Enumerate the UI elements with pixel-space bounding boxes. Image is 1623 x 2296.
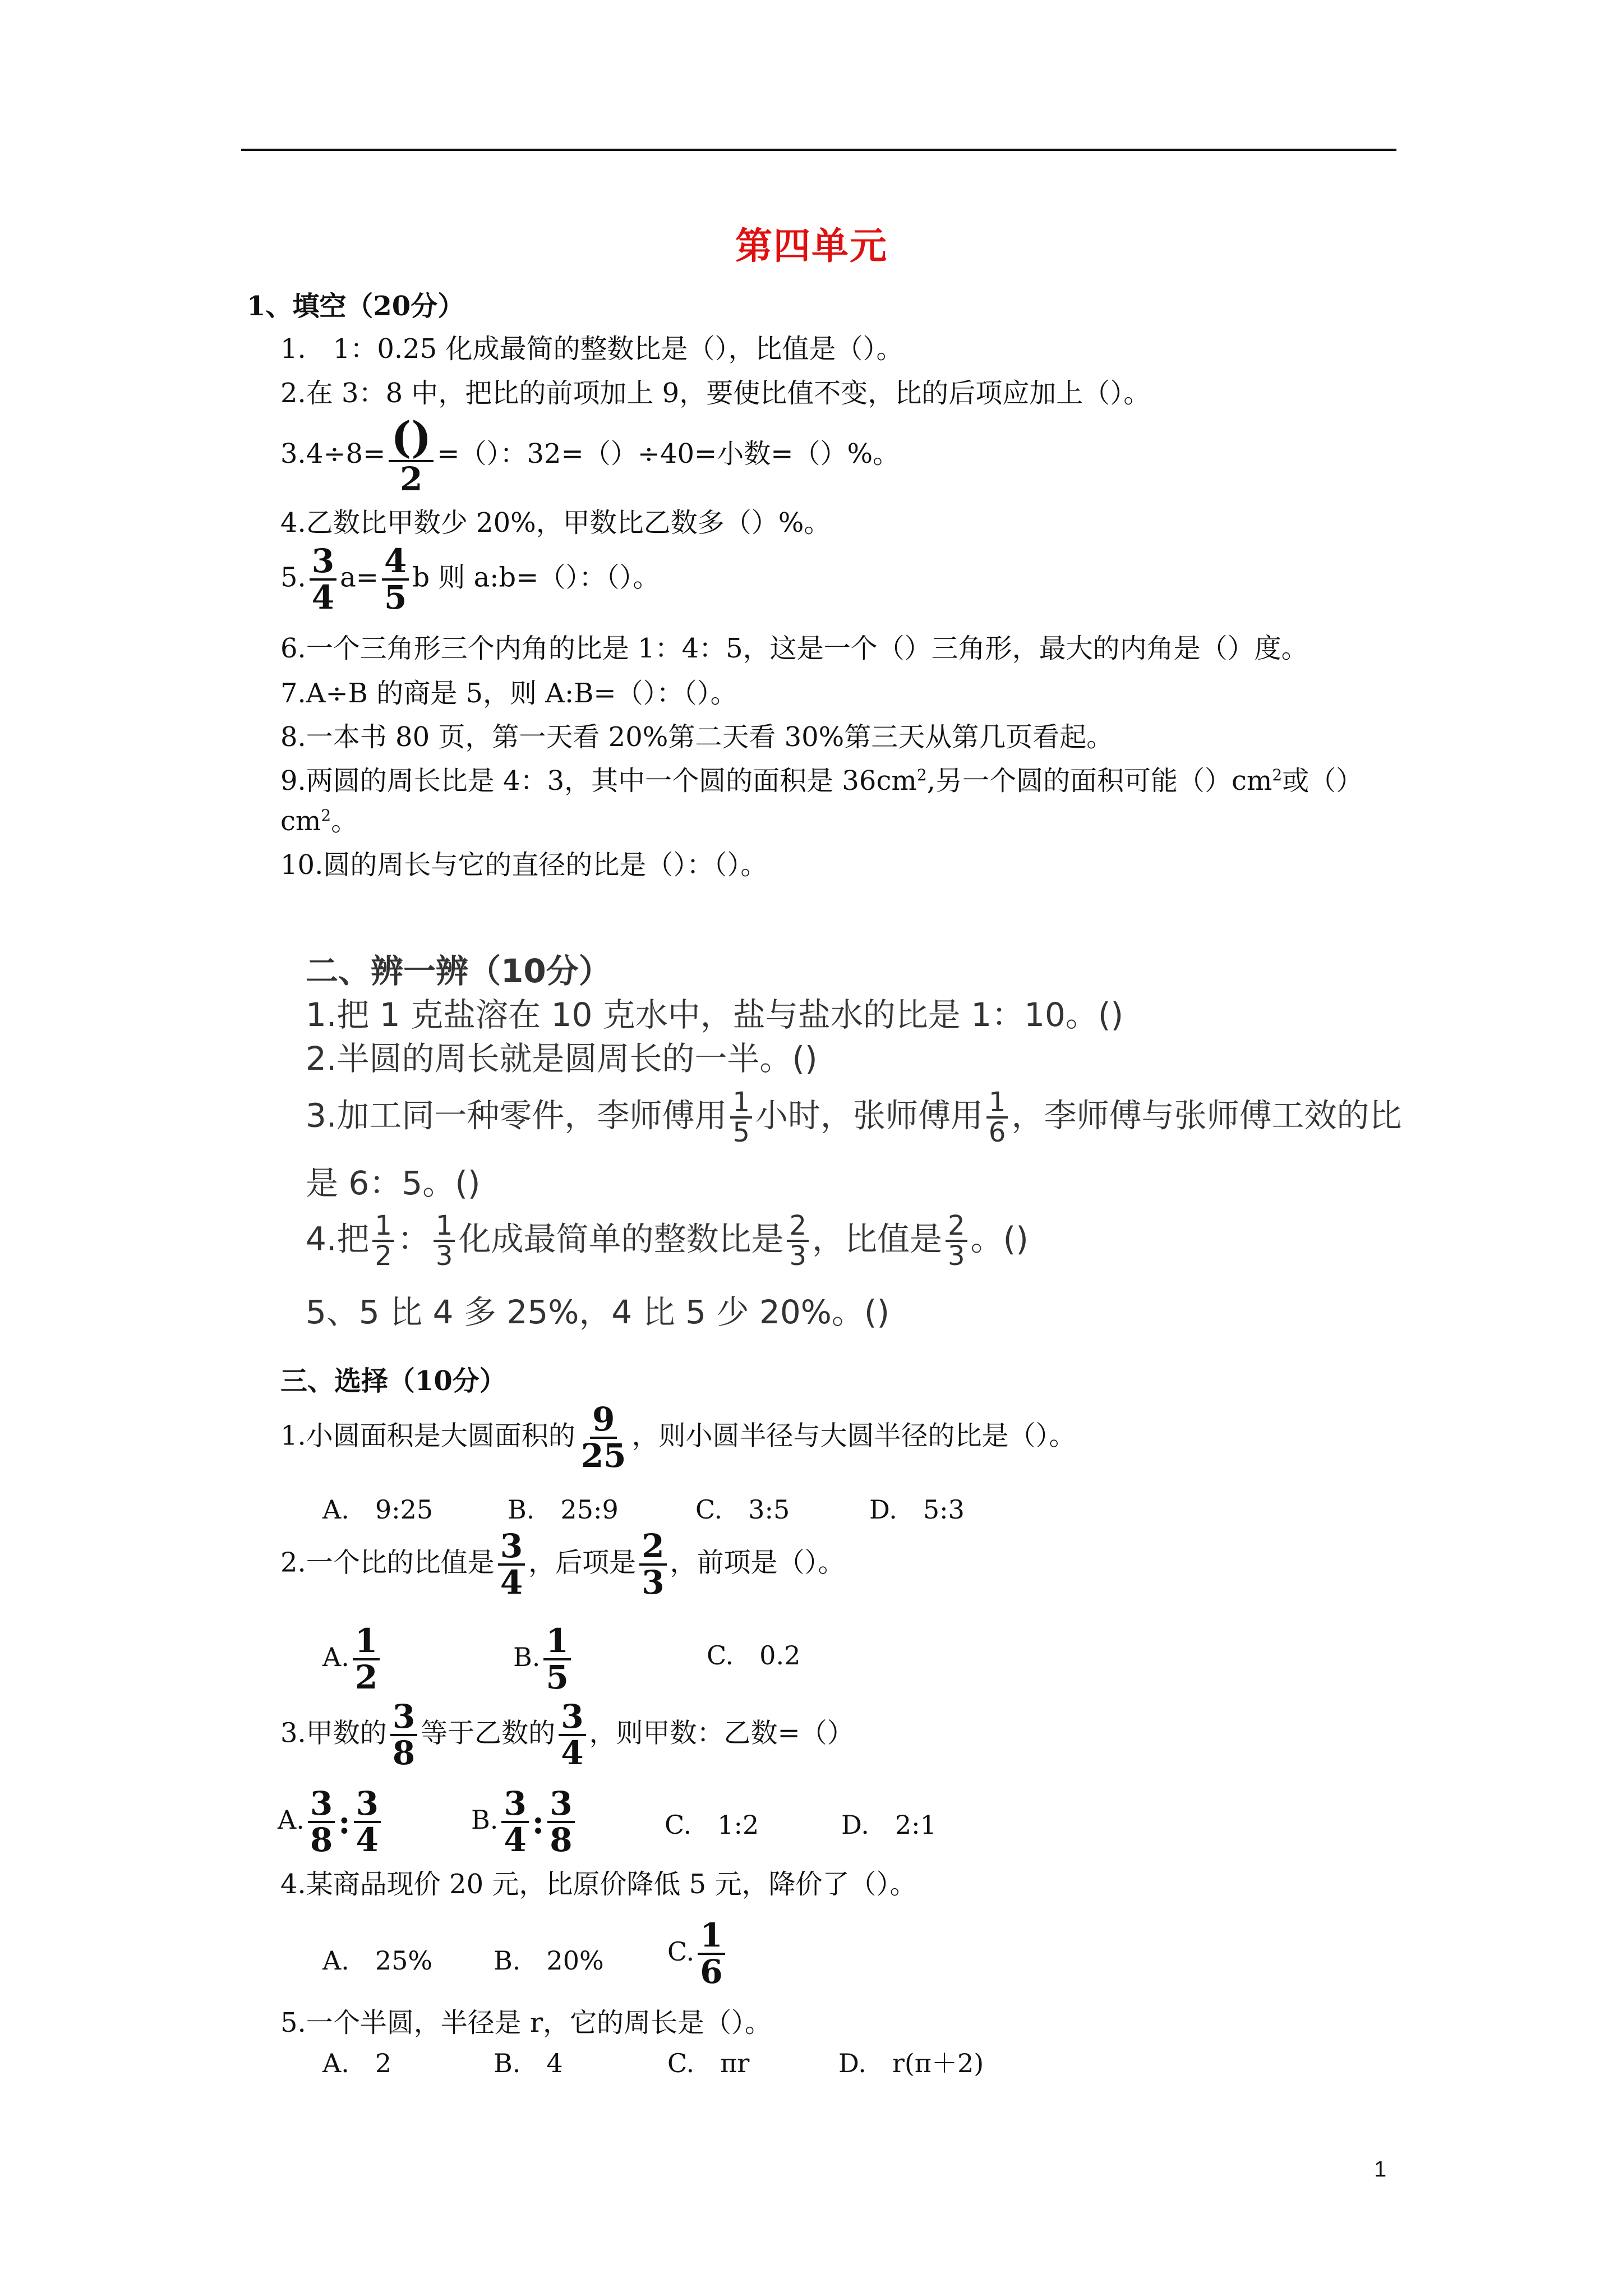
frac-den: 4: [504, 1820, 527, 1859]
superscript: 2: [1272, 766, 1283, 784]
s1-q3-suffix: =（）：32=（）÷40=小数=（）%。: [437, 438, 900, 470]
s3-q3-option-c: C. 1:2: [665, 1810, 759, 1840]
s3-question-5: 5.一个半圆，半径是 r，它的周长是（）。: [280, 2007, 772, 2039]
colon: :: [532, 1802, 545, 1841]
s2-question-2: 2.半圆的周长就是圆周长的一半。(): [306, 1039, 818, 1078]
s3-q2-prefix: 2.一个比的比值是: [280, 1547, 495, 1579]
s1-question-8: 8.一本书 80 页，第一天看 20%第二天看 30%第三天从第几页看起。: [280, 721, 1114, 753]
colon: :: [338, 1802, 351, 1841]
frac-den: 8: [392, 1733, 416, 1772]
s3-q3-option-a-frac-2: [354, 1784, 381, 1859]
frac-den: 4: [561, 1733, 584, 1772]
frac-num: 1: [986, 1088, 1008, 1119]
s3-q4-option-a: A. 25%: [322, 1945, 433, 1976]
s3-question-3: [280, 1697, 854, 1772]
frac-num: 2: [639, 1529, 666, 1566]
page-number: 1: [1374, 2157, 1387, 2182]
frac-num: 3: [547, 1787, 574, 1823]
s1-question-6: 6.一个三角形三个内角的比是 1：4：5，这是一个（）三角形，最大的内角是（）度。: [280, 633, 1308, 664]
frac-num: 4: [382, 544, 409, 581]
frac-num: 1: [353, 1624, 380, 1660]
s3-q3-option-d: D. 2:1: [841, 1810, 937, 1840]
s3-q1-option-b: B. 25:9: [508, 1494, 619, 1525]
s3-q2-fraction-1: [498, 1529, 525, 1600]
frac-den: 6: [988, 1117, 1006, 1149]
s3-q2-mid: ，后项是: [528, 1547, 637, 1579]
s3-q5-option-d: D. r(π＋2): [838, 2048, 984, 2078]
option-letter: B.: [471, 1804, 499, 1835]
frac-den: 3: [789, 1240, 807, 1272]
frac-den: 8: [550, 1820, 573, 1859]
s2-q3-fraction-1: [730, 1088, 752, 1147]
s2-q4-colon: ：: [397, 1220, 430, 1258]
s1-q5-fraction-1: [310, 544, 336, 615]
s3-q1-option-c: C. 3:5: [695, 1494, 790, 1525]
s3-q5-option-c: C. πr: [667, 2048, 750, 2078]
s2-q4-mid2: ，比值是: [812, 1220, 943, 1258]
s2-question-1: 1.把 1 克盐溶在 10 克水中，盐与盐水的比是 1：10。(): [306, 996, 1124, 1034]
frac-num: 3: [498, 1529, 525, 1566]
s3-q5-option-b: B. 4: [494, 2048, 563, 2078]
s3-q4-option-b: B. 20%: [494, 1945, 604, 1976]
s3-q2-option-a: [322, 1624, 383, 1695]
s2-q4-suffix: 。(): [970, 1220, 1029, 1258]
s3-q4-option-c: [667, 1918, 728, 1989]
frac-den: 4: [356, 1820, 379, 1859]
s3-q3-option-b-frac-1: [501, 1784, 528, 1859]
s2-question-5: 5、5 比 4 多 25%，4 比 5 少 20%。(): [306, 1293, 890, 1331]
option-letter: A.: [322, 1641, 349, 1672]
s1-question-3: [280, 412, 900, 498]
s2-q3-mid: 小时，张师傅用: [755, 1096, 983, 1135]
s1-q3-prefix: 3.4÷8=: [280, 438, 386, 470]
frac-den: 3: [948, 1240, 965, 1272]
section-2-heading: 二、辨一辨（10分）: [306, 952, 611, 990]
s3-q3-suffix: ，则甲数：乙数=（）: [589, 1717, 854, 1749]
page-title: 第四单元: [735, 224, 888, 268]
s3-q3-mid: 等于乙数的: [421, 1717, 556, 1749]
s1-q3-numerator: (): [389, 415, 434, 462]
s3-q2-option-b-fraction: [543, 1624, 570, 1695]
s2-question-4: [306, 1212, 1029, 1271]
s2-q4-fraction-1: [372, 1212, 394, 1271]
frac-den: 2: [375, 1240, 392, 1272]
frac-den: 5: [546, 1658, 569, 1696]
s3-q1-fraction: [579, 1402, 629, 1473]
s3-q1-prefix: 1.小圆面积是大圆面积的: [280, 1420, 575, 1452]
frac-den: 5: [732, 1117, 750, 1149]
s3-question-1: [280, 1402, 1076, 1473]
frac-den: 3: [642, 1563, 665, 1602]
option-letter: A.: [278, 1804, 305, 1835]
frac-den: 2: [354, 1658, 378, 1696]
s3-q3-prefix: 3.甲数的: [280, 1717, 387, 1749]
s2-q4-fraction-4: [946, 1212, 967, 1271]
frac-num: 2: [946, 1212, 967, 1242]
frac-num: 3: [310, 544, 336, 581]
s3-q2-option-c: C. 0.2: [707, 1640, 801, 1671]
s3-q2-option-b: [513, 1624, 574, 1695]
frac-den: 6: [700, 1952, 723, 1991]
frac-den: 5: [384, 578, 407, 616]
s2-q3-prefix: 3.加工同一种零件，李师傅用: [306, 1096, 727, 1135]
s1-q5-prefix: 5.: [280, 562, 306, 593]
s1-question-10: 10.圆的周长与它的直径的比是（）：（）。: [280, 849, 768, 881]
s3-question-2: [280, 1529, 845, 1600]
s1-q5-mid: a=: [340, 562, 379, 593]
s3-q2-fraction-2: [639, 1529, 666, 1600]
s1-q9-period: 。: [331, 806, 358, 837]
s1-q9-unit: cm: [280, 806, 321, 837]
frac-num: 3: [501, 1787, 528, 1823]
s2-q3-suffix: ，李师傅与张师傅工效的比: [1011, 1096, 1402, 1135]
s3-q3-fraction-1: [390, 1697, 417, 1772]
s3-question-4: 4.某商品现价 20 元，比原价降低 5 元，降价了（）。: [280, 1869, 917, 1900]
s3-q3-option-a: [278, 1784, 384, 1859]
section-3-heading: 三、选择（10分）: [280, 1365, 506, 1397]
s2-q4-fraction-3: [787, 1212, 809, 1271]
option-letter: C.: [667, 1936, 695, 1967]
section-1-heading: 1、填空（20分）: [247, 291, 465, 322]
s3-q4-option-c-fraction: [698, 1918, 725, 1989]
s2-q3-fraction-2: [986, 1088, 1008, 1147]
s3-q3-option-b-frac-2: [547, 1784, 574, 1859]
frac-num: 1: [543, 1624, 570, 1660]
s2-q4-fraction-2: [434, 1212, 455, 1271]
s3-q3-fraction-2: [559, 1697, 585, 1772]
s3-q1-suffix: ，则小圆半径与大圆半径的比是（）。: [631, 1420, 1076, 1452]
frac-num: 1: [434, 1212, 455, 1242]
s1-q9-text-a: 9.两圆的周长比是 4：3，其中一个圆的面积是 36cm: [280, 765, 917, 797]
frac-num: 1: [730, 1088, 752, 1119]
s1-question-5: [280, 544, 660, 615]
s1-q9-text-b: ,另一个圆的面积可能（）cm: [926, 765, 1272, 797]
frac-num: 1: [372, 1212, 394, 1242]
s1-q9-text-c: 或（）: [1282, 765, 1363, 797]
s1-question-4: 4.乙数比甲数少 20%，甲数比乙数多（）%。: [280, 507, 831, 539]
s1-question-2: 2.在 3：8 中，把比的前项加上 9，要使比值不变，比的后项应加上（）。: [280, 378, 1151, 409]
frac-num: 9: [590, 1402, 617, 1439]
s1-question-9: [280, 765, 1363, 797]
s1-q5-suffix: b 则 a:b=（）：（）。: [412, 562, 660, 593]
frac-num: 2: [787, 1212, 809, 1242]
header-rule: [241, 149, 1396, 151]
s3-q1-option-d: D. 5:3: [869, 1494, 965, 1525]
s2-q4-mid: 化成最简单的整数比是: [458, 1220, 784, 1258]
s1-question-9-cont: [280, 808, 358, 835]
frac-den: 8: [310, 1820, 333, 1859]
frac-num: 1: [698, 1918, 725, 1955]
s1-q3-fraction: [389, 412, 434, 498]
s2-q4-prefix: 4.把: [306, 1220, 370, 1258]
superscript: 2: [916, 766, 927, 784]
frac-den: 4: [311, 578, 335, 616]
frac-den: 4: [500, 1563, 523, 1602]
frac-num: 3: [308, 1787, 335, 1823]
s1-q3-denominator: 2: [400, 459, 423, 498]
s3-q3-option-a-frac-1: [308, 1784, 335, 1859]
s1-q5-fraction-2: [382, 544, 409, 615]
frac-num: 3: [559, 1700, 585, 1736]
s3-q1-option-a: A. 9:25: [322, 1494, 434, 1525]
s1-question-7: 7.A÷B 的商是 5，则 A:B=（）：（）。: [280, 678, 737, 709]
s3-q2-option-a-fraction: [353, 1624, 380, 1695]
option-letter: B.: [513, 1641, 541, 1672]
s3-q5-option-a: A. 2: [322, 2048, 392, 2078]
s3-q3-option-b: [471, 1784, 578, 1859]
frac-num: 3: [354, 1787, 381, 1823]
frac-den: 3: [435, 1240, 453, 1272]
frac-num: 3: [390, 1700, 417, 1736]
s2-question-3-cont: 是 6：5。(): [306, 1164, 481, 1202]
s1-question-1: 1. 1：0.25 化成最简的整数比是（），比值是（）。: [280, 333, 903, 365]
frac-den: 25: [580, 1436, 626, 1475]
s2-question-3: [306, 1088, 1401, 1147]
superscript: 2: [321, 806, 331, 825]
s3-q2-suffix: ，前项是（）。: [670, 1547, 845, 1579]
